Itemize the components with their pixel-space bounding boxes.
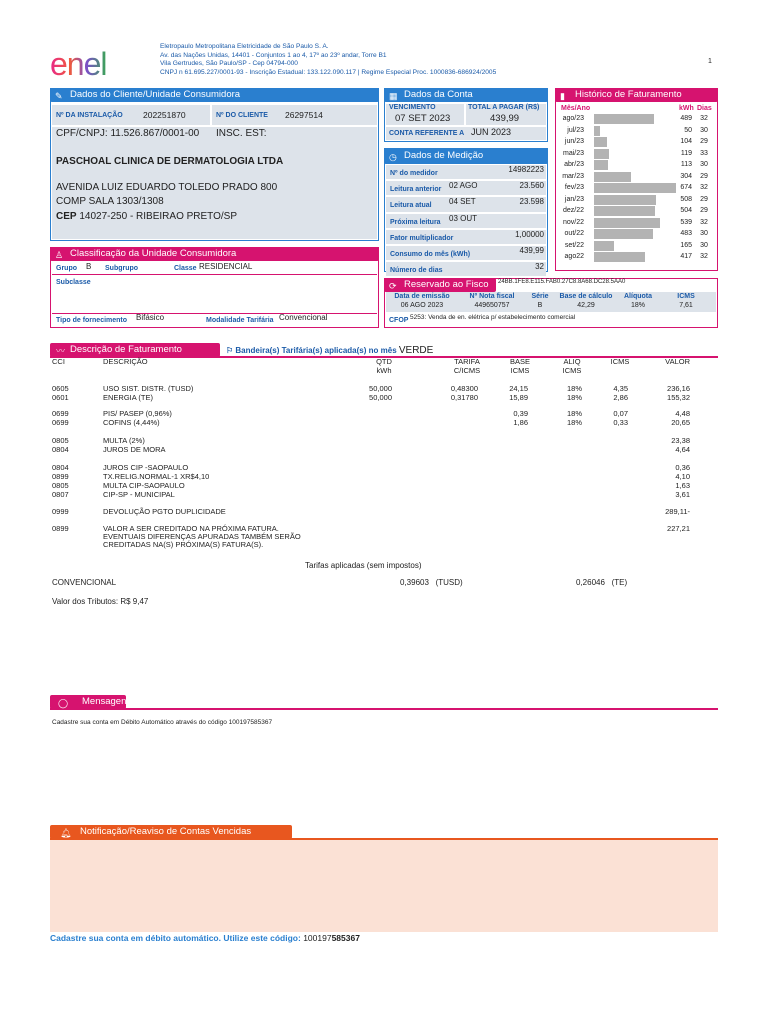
historico-dias: 29	[700, 207, 708, 214]
faturamento-cell-icms: 0,07	[613, 409, 628, 418]
cliente-endereco-1: AVENIDA LUIZ EDUARDO TOLEDO PRADO 800	[56, 182, 278, 193]
notificacao-header	[50, 825, 292, 839]
medicao-row-label: Fator multiplicador	[390, 234, 454, 242]
faturamento-cell-cci: 0601	[52, 393, 69, 402]
faturamento-cell-qtd: 50,000	[369, 393, 392, 402]
medicao-row-label: Consumo do mês (kWh)	[390, 251, 471, 258]
faturamento-cell-qtd: 50,000	[369, 384, 392, 393]
faturamento-cell-valor: 20,65	[671, 418, 690, 427]
col-base-sub: ICMS	[510, 366, 530, 375]
faturamento-cell-cci: 0999	[52, 507, 69, 516]
fisco-h-base: Base de cálculo	[559, 293, 613, 300]
fornecimento-label: Tipo de fornecimento	[56, 317, 128, 324]
historico-kwh: 104	[680, 138, 692, 145]
instalacao-value: 202251870	[143, 110, 186, 120]
historico-bar	[594, 241, 614, 251]
medicao-row-label: Leitura anterior	[390, 186, 442, 194]
historico-dias: 30	[700, 126, 708, 134]
col-qtd: QTD	[376, 357, 392, 366]
faturamento-cell-cci: 0699	[52, 418, 69, 427]
faturamento-cell-cci: 0804	[52, 445, 69, 454]
historico-mes: dez/22	[562, 207, 584, 214]
faturamento-header	[50, 343, 220, 357]
company-address-1: Av. das Nações Unidas, 14401 - Conjuntos 1 ao 4, 17º ao 23º andar, Torre B1	[160, 51, 387, 59]
cliente-num-value: 26297514	[285, 110, 323, 120]
company-ids: CNPJ n 61.695.227/0001-93 - Inscrição Estadual: 133.122.090.117 | Regime Especial Proc. 1000836-686924/2005	[160, 68, 497, 76]
faturamento-cell-base: 0,39	[513, 409, 528, 418]
faturamento-cell-valor: 4,64	[675, 445, 690, 454]
medicao-row-label: Nº do medidor	[390, 170, 438, 177]
te-label: (TE)	[611, 578, 628, 587]
valor-tributos: Valor dos Tributos: R$ 9,47	[52, 597, 149, 606]
medicao-row-label: Próxima leitura	[390, 218, 441, 226]
historico-kwh: 508	[680, 195, 692, 203]
historico-dias: 32	[700, 218, 708, 226]
medicao-row-label: Leitura atual	[390, 202, 432, 210]
historico-bar	[594, 172, 631, 182]
tarifas-title: Tarifas aplicadas (sem impostos)	[305, 561, 422, 570]
historico-mes: abr/23	[564, 161, 584, 168]
logo-text: enel	[50, 50, 107, 80]
historico-mes: mai/23	[562, 149, 584, 157]
footer-code-b: 585367	[331, 933, 360, 943]
cpf-cnpj: CPF/CNPJ: 11.526.867/0001-00	[56, 128, 200, 139]
faturamento-cell-aliq: 18%	[566, 384, 582, 393]
company-name: Eletropaulo Metropolitana Eletricidade de São Paulo S. A.	[160, 43, 329, 50]
col-tarifa: TARIFA	[454, 357, 480, 366]
faturamento-cell-icms: 4,35	[613, 384, 628, 393]
historico-bar	[594, 195, 656, 205]
faturamento-cell-cci: 0804	[52, 463, 69, 472]
vencimento-label: VENCIMENTO	[389, 104, 436, 111]
faturamento-cell-desc: VALOR A SER CREDITADO NA PRÓXIMA FATURA.	[103, 524, 279, 533]
historico-dias: 32	[700, 184, 708, 191]
cfop-value: 5253: Venda de en. elétrica p/ estabelecimento comercial	[410, 314, 576, 321]
faturamento-extra-2: CREDITADAS NA(S) PRÓXIMA(S) FATURA(S).	[103, 540, 264, 549]
col-cci: CCI	[52, 357, 65, 366]
medicao-row-value-b: 1,00000	[515, 229, 544, 239]
enel-logo	[50, 50, 140, 80]
historico-bar	[594, 229, 653, 239]
classe-label: Classe	[174, 265, 197, 272]
user-icon: ♙	[55, 250, 64, 260]
tusd-label: (TUSD)	[435, 578, 463, 587]
faturamento-cell-cci: 0899	[52, 524, 69, 533]
cep-value: 14027-250 - RIBEIRAO PRETO/SP	[79, 211, 238, 222]
te-value: 0,26046	[576, 578, 605, 587]
company-address-2: Vila Gertrudes, São Paulo/SP - Cep 04794-000	[160, 60, 298, 67]
faturamento-cell-valor: 1,63	[675, 481, 690, 490]
historico-mes: jan/23	[564, 195, 584, 203]
medicao-row-value-b: 23.598	[519, 197, 544, 207]
faturamento-cell-desc: CIP-SP - MUNICIPAL	[103, 490, 175, 499]
faturamento-cell-cci: 0805	[52, 436, 69, 445]
faturamento-cell-valor: 155,32	[667, 393, 690, 402]
historico-bar	[594, 114, 654, 124]
historico-mes: set/22	[564, 241, 584, 249]
faturamento-cell-aliq: 18%	[566, 418, 582, 427]
classe-value: RESIDENCIAL	[199, 262, 253, 271]
medicao-row-label: Número de dias	[390, 267, 443, 275]
subclasse-label: Subclasse	[56, 279, 91, 286]
historico-bar	[594, 137, 607, 147]
faturamento-cell-desc: PIS/ PASEP (0,96%)	[103, 409, 172, 418]
medicao-row-value-b: 14982223	[508, 165, 544, 174]
notificacao-title: Notificação/Reaviso de Contas Vencidas	[80, 826, 252, 837]
total-label: TOTAL A PAGAR (R$)	[468, 104, 540, 111]
historico-dias: 29	[700, 138, 708, 145]
bandeira-label: Bandeira(s) Tarifária(s) aplicada(s) no mês	[235, 346, 397, 355]
modalidade-value: Convencional	[279, 313, 328, 322]
cfop-label: CFOP	[389, 317, 409, 324]
mensagens-text: Cadastre sua conta em Débito Automático através do código 100197585367	[52, 719, 273, 726]
historico-dias: 32	[700, 115, 708, 122]
historico-bar	[594, 218, 660, 228]
historico-kwh: 489	[680, 115, 692, 122]
clock-icon: ◷	[389, 152, 397, 162]
total-value: 439,99	[490, 113, 520, 124]
fisco-aliq: 18%	[630, 302, 645, 309]
pencil-icon: ✎	[55, 91, 63, 101]
historico-col-mes: Mês/Ano	[561, 105, 591, 112]
classificacao-title: Classificação da Unidade Consumidora	[70, 248, 237, 259]
faturamento-cell-valor: 3,61	[675, 490, 690, 499]
classificacao-header	[50, 247, 379, 261]
cliente-endereco-2: COMP SALA 1303/1308	[56, 196, 164, 207]
faturamento-cell-tarifa: 0,31780	[450, 393, 478, 402]
historico-dias: 29	[700, 195, 708, 203]
fisco-data: 06 AGO 2023	[400, 302, 444, 309]
historico-mes: jul/23	[567, 126, 584, 134]
col-base: BASE	[509, 357, 530, 366]
cep-label: CEP	[56, 211, 77, 222]
cliente-title: Dados do Cliente/Unidade Consumidora	[70, 89, 241, 100]
historico-dias: 32	[700, 253, 708, 260]
historico-dias: 29	[700, 172, 708, 180]
trend-icon: 〰	[56, 346, 66, 356]
faturamento-cell-desc: USO SIST. DISTR. (TUSD)	[103, 384, 194, 393]
historico-dias: 33	[700, 149, 708, 157]
fisco-serie: B	[537, 302, 543, 309]
col-tarifa-sub: C/ICMS	[453, 366, 481, 375]
historico-kwh: 113	[680, 161, 692, 168]
col-qtd-unit: kWh	[376, 366, 392, 375]
historico-bar	[594, 183, 676, 193]
refresh-icon: ⟳	[389, 281, 397, 291]
historico-bar	[594, 126, 600, 136]
faturamento-cell-tarifa: 0,48300	[450, 384, 478, 393]
col-descricao: DESCRIÇÃO	[103, 357, 148, 366]
faturamento-cell-valor: 227,21	[667, 524, 690, 533]
notificacao-box	[50, 839, 718, 932]
conta-header	[384, 88, 548, 102]
col-aliq-sub: ICMS	[562, 366, 582, 375]
medicao-row-value-b: 32	[535, 262, 544, 272]
faturamento-title: Descrição de Faturamento	[70, 344, 182, 355]
chat-icon: ◯	[58, 698, 69, 708]
historico-bar	[594, 252, 645, 262]
faturamento-cell-desc: JUROS CIP -SAOPAULO	[103, 463, 189, 472]
mensagens-header	[50, 695, 132, 709]
modalidade-label: Modalidade Tarifária	[206, 317, 274, 324]
fisco-icms: 7,61	[679, 302, 693, 309]
historico-kwh: 674	[680, 184, 692, 191]
cliente-nome: PASCHOAL CLINICA DE DERMATOLOGIA LTDA	[56, 156, 284, 167]
insc-est: INSC. EST:	[216, 128, 267, 139]
historico-dias: 30	[700, 230, 708, 237]
faturamento-cell-valor: 289,11-	[665, 507, 690, 516]
historico-header	[555, 88, 718, 102]
faturamento-cell-valor: 236,16	[667, 384, 690, 393]
medicao-row-value-a: 03 OUT	[449, 213, 478, 223]
fisco-nf: 449650757	[474, 302, 510, 309]
faturamento-cell-desc: DEVOLUÇÃO PGTO DUPLICIDADE	[103, 507, 226, 516]
historico-kwh: 165	[680, 241, 692, 249]
bell-icon: 🔔︎	[60, 828, 72, 838]
historico-kwh: 539	[680, 218, 692, 226]
referente-value: JUN 2023	[471, 127, 512, 137]
faturamento-cell-valor: 4,48	[675, 409, 690, 418]
faturamento-cell-desc: MULTA CIP-SAOPAULO	[103, 481, 185, 490]
historico-mes: fev/23	[564, 184, 584, 191]
grupo-value: B	[86, 262, 92, 271]
faturamento-cell-cci: 0605	[52, 384, 69, 393]
fisco-code: 24BB.1FE8.E115.FAB0.27C8.8A68.DC28.5AA0	[498, 279, 626, 285]
faturamento-cell-desc: COFINS (4,44%)	[103, 418, 160, 427]
historico-mes: out/22	[564, 230, 584, 237]
medicao-row-value-b: 439,99	[519, 246, 544, 255]
faturamento-cell-base: 1,86	[513, 418, 528, 427]
footer-code-a: 100197	[303, 933, 332, 943]
medicao-row-value-a: 04 SET	[449, 197, 476, 207]
fisco-base: 42,29	[577, 302, 595, 309]
faturamento-cell-icms: 2,86	[613, 393, 628, 402]
footer-text: Cadastre sua conta em débito automático. Utilize este código:	[50, 933, 301, 943]
faturamento-cell-desc: MULTA (2%)	[103, 436, 145, 445]
subgrupo-label: Subgrupo	[105, 265, 139, 272]
medicao-title: Dados de Medição	[404, 150, 484, 161]
faturamento-cell-aliq: 18%	[566, 409, 582, 418]
historico-bar	[594, 160, 608, 170]
conta-title: Dados da Conta	[404, 89, 473, 100]
fisco-h-nf: Nº Nota fiscal	[469, 293, 515, 300]
tusd-value: 0,39603	[400, 578, 429, 587]
faturamento-cell-base: 15,89	[509, 393, 528, 402]
cliente-num-label: Nº DO CLIENTE	[216, 112, 268, 119]
medicao-header	[384, 148, 548, 164]
historico-col-kwh: kWh	[679, 105, 694, 112]
col-aliq: ALIQ	[563, 357, 581, 366]
historico-kwh: 504	[680, 207, 692, 214]
historico-col-dias: Dias	[697, 105, 712, 112]
faturamento-cell-icms: 0,33	[613, 418, 628, 427]
fisco-header	[384, 278, 496, 292]
faturamento-cell-valor: 23,38	[671, 436, 690, 445]
faturamento-cell-cci: 0805	[52, 481, 69, 490]
faturamento-cell-valor: 0,36	[675, 463, 690, 472]
historico-title: Histórico de Faturamento	[575, 89, 682, 100]
vencimento-value: 07 SET 2023	[395, 113, 451, 124]
fisco-h-aliq: Alíquota	[624, 293, 652, 300]
faturamento-cell-desc: JUROS DE MORA	[103, 445, 166, 454]
fisco-title: Reservado ao Fisco	[404, 279, 489, 290]
historico-mes: jun/23	[564, 138, 584, 145]
historico-mes: mar/23	[562, 172, 584, 180]
calendar-icon: ▦	[389, 91, 398, 101]
historico-mes: ago/23	[562, 115, 584, 122]
faturamento-cell-base: 24,15	[509, 384, 528, 393]
fisco-h-serie: Série	[531, 293, 549, 300]
faturamento-cell-cci: 0807	[52, 490, 69, 499]
historico-dias: 30	[700, 161, 708, 168]
historico-mes: nov/22	[562, 218, 584, 226]
flag-icon: ⚐	[226, 346, 234, 355]
historico-kwh: 50	[684, 126, 692, 134]
faturamento-cell-desc: ENERGIA (TE)	[103, 393, 154, 402]
mensagens-title: Mensagens	[82, 696, 132, 707]
faturamento-cell-cci: 0699	[52, 409, 69, 418]
cliente-header	[50, 88, 379, 102]
convencional-label: CONVENCIONAL	[52, 578, 117, 587]
historico-kwh: 304	[680, 172, 692, 180]
col-icms: ICMS	[610, 357, 630, 366]
faturamento-cell-cci: 0899	[52, 472, 69, 481]
fornecimento-value: Bifásico	[136, 313, 165, 322]
historico-kwh: 483	[680, 230, 692, 237]
fisco-h-icms: ICMS	[677, 293, 695, 300]
historico-kwh: 417	[680, 253, 692, 260]
medicao-row-value-a: 02 AGO	[449, 181, 478, 191]
medicao-row-value-b: 23.560	[519, 181, 544, 191]
bar-chart-icon: ▮	[560, 91, 565, 101]
col-valor: VALOR	[665, 357, 690, 366]
fisco-h-data: Data de emissão	[394, 293, 450, 300]
faturamento-cell-valor: 4,10	[675, 472, 690, 481]
referente-label: CONTA REFERENTE A	[389, 130, 465, 137]
grupo-label: Grupo	[56, 265, 77, 272]
historico-mes: ago22	[564, 253, 584, 260]
page-number: 1	[708, 58, 712, 65]
bandeira-value: VERDE	[398, 345, 434, 356]
faturamento-extra-1: EVENTUAIS DIFERENÇAS APURADAS TAMBÉM SERÃO	[103, 532, 301, 541]
faturamento-cell-desc: TX.RELIG.NORMAL-1 XR$4,10	[103, 472, 210, 481]
historico-dias: 30	[700, 241, 708, 249]
instalacao-label: Nº DA INSTALAÇÃO	[56, 112, 123, 119]
historico-kwh: 119	[680, 149, 692, 157]
historico-bar	[594, 206, 655, 216]
historico-bar	[594, 149, 609, 159]
faturamento-cell-aliq: 18%	[566, 393, 582, 402]
